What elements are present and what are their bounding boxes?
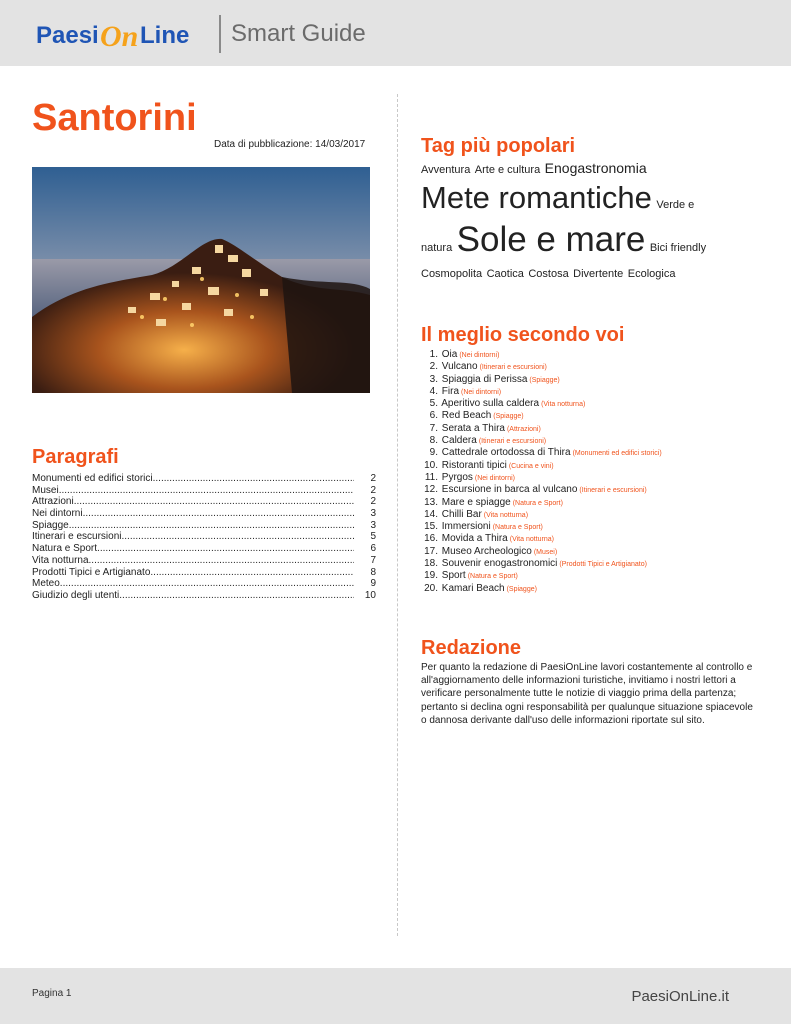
ranking-name[interactable]: Chilli Bar (441, 508, 482, 520)
ranking-item[interactable] (421, 570, 781, 582)
toc-item-page: 6 (370, 543, 376, 555)
ranking-number: 12. (424, 484, 438, 496)
toc-item[interactable] (32, 508, 376, 520)
tags-heading: Tag più popolari (421, 135, 576, 157)
ranking-item[interactable] (421, 398, 781, 410)
toc-item-title: Monumenti ed edifici storici ..... (32, 473, 354, 485)
toc-item-title: Vita notturna ..... (32, 555, 354, 567)
ranking-category[interactable]: (Spiagge) (506, 585, 537, 593)
svg-text:Line: Line (140, 22, 190, 49)
ranking-name[interactable]: Movida a Thira (441, 533, 508, 545)
ranking-number: 5. (429, 398, 438, 410)
ranking-category[interactable]: (Itinerari e escursioni) (479, 364, 547, 372)
ranking-category[interactable]: (Natura e Sport) (512, 499, 563, 507)
toc-item-title: Spiagge ..... (32, 520, 354, 532)
ranking-category[interactable]: (Vita notturna) (541, 401, 586, 409)
ranking-category[interactable]: (Nei dintorni) (459, 352, 500, 359)
page-footer (0, 968, 791, 1024)
toc-item[interactable] (32, 567, 376, 579)
toc-heading: Paragrafi (32, 446, 119, 468)
ranking-number: 7. (429, 422, 438, 434)
toc-item[interactable] (32, 473, 376, 485)
header-divider (219, 15, 221, 53)
ranking-item[interactable] (421, 386, 781, 398)
tag-link[interactable]: Caotica (486, 268, 524, 280)
ranking-category[interactable]: (Vita notturna) (483, 511, 529, 519)
tag-link[interactable]: natura (421, 242, 453, 254)
toc-item[interactable] (32, 590, 376, 602)
toc-item[interactable] (32, 578, 376, 590)
ranking-list (421, 349, 781, 595)
toc-item[interactable] (32, 520, 376, 532)
ranking-name[interactable]: Caldera (441, 435, 477, 447)
tag-link[interactable]: Avventura (421, 164, 471, 176)
ranking-category[interactable]: (Attrazioni) (506, 425, 541, 433)
tag-link[interactable]: Sole e mare (456, 220, 646, 259)
paesionline-logo[interactable] (36, 18, 208, 54)
ranking-name[interactable]: Sport (441, 570, 466, 582)
tag-link[interactable]: Bici friendly (649, 242, 707, 254)
toc-item-title: Itinerari e escursioni ..... (32, 531, 354, 543)
ranking-number: 11. (424, 471, 438, 483)
page-number: Pagina 1 (32, 988, 72, 999)
page-title: Santorini (32, 97, 197, 139)
ranking-item[interactable] (421, 583, 781, 595)
ranking-item[interactable] (421, 497, 781, 509)
ranking-name[interactable]: Spiaggia di Perissa (441, 373, 528, 385)
ranking-category[interactable]: (Cucina e vini) (508, 462, 554, 470)
tag-link[interactable]: Verde e (656, 199, 695, 211)
tag-link[interactable]: Costosa (528, 268, 569, 280)
toc-item-title: Nei dintorni ..... (32, 508, 354, 520)
toc-item-title: Natura e Sport ..... (32, 543, 354, 555)
ranking-item[interactable] (421, 361, 781, 373)
tag-link[interactable]: Cosmopolita (421, 268, 483, 280)
ranking-category[interactable]: (Spiagge) (529, 376, 560, 384)
tag-link[interactable]: Enogastronomia (544, 160, 647, 176)
ranking-category[interactable]: (Nei dintorni) (461, 388, 502, 396)
ranking-name[interactable]: Cattedrale ortodossa di Thira (441, 447, 571, 459)
ranking-number: 18. (424, 558, 438, 570)
ranking-category[interactable]: (Itinerari e escursioni) (579, 487, 647, 495)
ranking-name[interactable]: Escursione in barca al vulcano (441, 484, 578, 496)
ranking-name[interactable]: Kamari Beach (441, 582, 505, 594)
ranking-item[interactable] (421, 509, 781, 521)
ranking-name[interactable]: Aperitivo sulla caldera (441, 398, 540, 410)
ranking-category[interactable]: (Natura e Sport) (467, 573, 518, 581)
ranking-number: 16. (424, 533, 438, 545)
ranking-name[interactable]: Pyrgos (441, 471, 473, 483)
svg-text:Paesi: Paesi (36, 22, 99, 49)
toc-item-title: Giudizio degli utenti ..... (32, 590, 354, 602)
ranking-number: 15. (424, 521, 438, 533)
toc-item-page: 3 (370, 508, 376, 520)
redazione-heading: Redazione (421, 637, 522, 659)
tag-link[interactable]: Mete romantiche (421, 180, 652, 215)
toc-item-page: 2 (370, 473, 376, 484)
redazione-text: Per quanto la redazione di PaesiOnLine lavori costantemente al controllo e all'aggiornamento delle informazioni turistiche, invitiamo i nostri lettori a verificare personalmente tutte le notizie di viaggio prima della partenza; pertanto si declina ogni responsabilità per qualunque situazione spiacevole o dannosa derivante dall'uso delle informazioni riportate sul sito. (421, 662, 753, 726)
ranking-number: 9. (429, 447, 438, 459)
ranking-number: 20. (424, 582, 438, 594)
santorini-photo (32, 167, 370, 393)
ranking-name[interactable]: Oia (441, 349, 458, 360)
ranking-number: 10. (424, 459, 438, 471)
ranking-category[interactable]: (Prodotti Tipici e Artigianato) (559, 561, 647, 569)
ranking-number: 13. (424, 496, 438, 508)
ranking-category[interactable]: (Musei) (533, 548, 558, 556)
ranking-item[interactable] (421, 410, 781, 422)
ranking-item[interactable] (421, 558, 781, 570)
ranking-number: 4. (429, 385, 438, 397)
ranking-item[interactable] (421, 533, 781, 545)
toc-item-page: 2 (370, 496, 376, 508)
ranking-name[interactable]: Ristoranti tipici (441, 459, 507, 471)
toc-item-page: 5 (370, 531, 376, 543)
ranking-name[interactable]: Mare e spiagge (441, 496, 511, 508)
toc-item[interactable] (32, 531, 376, 543)
toc-item[interactable] (32, 543, 376, 555)
toc-item-page: 8 (370, 566, 376, 578)
ranking-item[interactable] (421, 435, 781, 447)
toc-item-page: 2 (370, 484, 376, 496)
ranking-category[interactable]: (Vita notturna) (509, 536, 554, 544)
ranking-number: 6. (429, 410, 438, 422)
ranking-item[interactable] (421, 447, 781, 459)
toc-item-title: Meteo ..... (32, 578, 354, 590)
ranking-number: 1. (429, 349, 438, 360)
ranking-name[interactable]: Vulcano (441, 361, 478, 373)
ranking-item[interactable] (421, 546, 781, 558)
ranking-category[interactable]: (Itinerari e escursioni) (478, 438, 547, 446)
toc-item-title: Musei ..... (32, 485, 354, 497)
ranking-item[interactable] (421, 521, 781, 533)
toc-item-page: 7 (370, 554, 376, 566)
toc-item[interactable] (32, 485, 376, 497)
ranking-item[interactable] (421, 349, 781, 361)
ranking-category[interactable]: (Monumenti ed edifici storici) (572, 450, 662, 458)
tag-cloud (421, 160, 751, 282)
ranking-category[interactable]: (Spiagge) (493, 413, 524, 421)
ranking-name[interactable]: Museo Archeologico (441, 545, 532, 557)
ranking-number: 2. (429, 361, 438, 373)
ranking-number: 17. (424, 545, 438, 557)
column-divider (397, 94, 398, 936)
ranking-item[interactable] (421, 484, 781, 496)
header-title: Smart Guide (231, 20, 366, 47)
ranking-name[interactable]: Immersioni (441, 521, 491, 533)
svg-text:On: On (100, 20, 139, 53)
ranking-category[interactable]: (Natura e Sport) (492, 524, 543, 532)
ranking-item[interactable] (421, 472, 781, 484)
ranking-heading: Il meglio secondo voi (421, 324, 625, 346)
site-link[interactable]: PaesiOnLine.it (631, 988, 729, 1005)
ranking-name[interactable]: Souvenir enogastronomici (441, 558, 558, 570)
toc-item-page: 3 (370, 519, 376, 531)
table-of-contents (32, 473, 376, 602)
page-header (0, 0, 791, 66)
ranking-name[interactable]: Fira (441, 385, 460, 397)
toc-item-title: Attrazioni ..... (32, 496, 354, 508)
ranking-item[interactable] (421, 460, 781, 472)
ranking-number: 8. (429, 435, 438, 447)
ranking-item[interactable] (421, 374, 781, 386)
ranking-item[interactable] (421, 423, 781, 435)
toc-item[interactable] (32, 555, 376, 567)
toc-item-page: 9 (370, 578, 376, 590)
ranking-name[interactable]: Red Beach (441, 410, 492, 422)
toc-item-title: Prodotti Tipici e Artigianato ..... (32, 567, 354, 579)
tag-link[interactable]: Divertente (573, 268, 624, 280)
ranking-name[interactable]: Serata a Thira (441, 422, 505, 434)
ranking-number: 19. (424, 570, 438, 582)
publication-date: Data di pubblicazione: 14/03/2017 (214, 139, 366, 150)
ranking-number: 3. (429, 373, 438, 385)
tag-link[interactable]: Ecologica (627, 268, 676, 280)
toc-item-page: 10 (364, 589, 376, 601)
ranking-number: 14. (424, 508, 438, 520)
ranking-category[interactable]: (Nei dintorni) (474, 474, 515, 482)
toc-item[interactable] (32, 496, 376, 508)
tag-link[interactable]: Arte e cultura (474, 164, 541, 176)
